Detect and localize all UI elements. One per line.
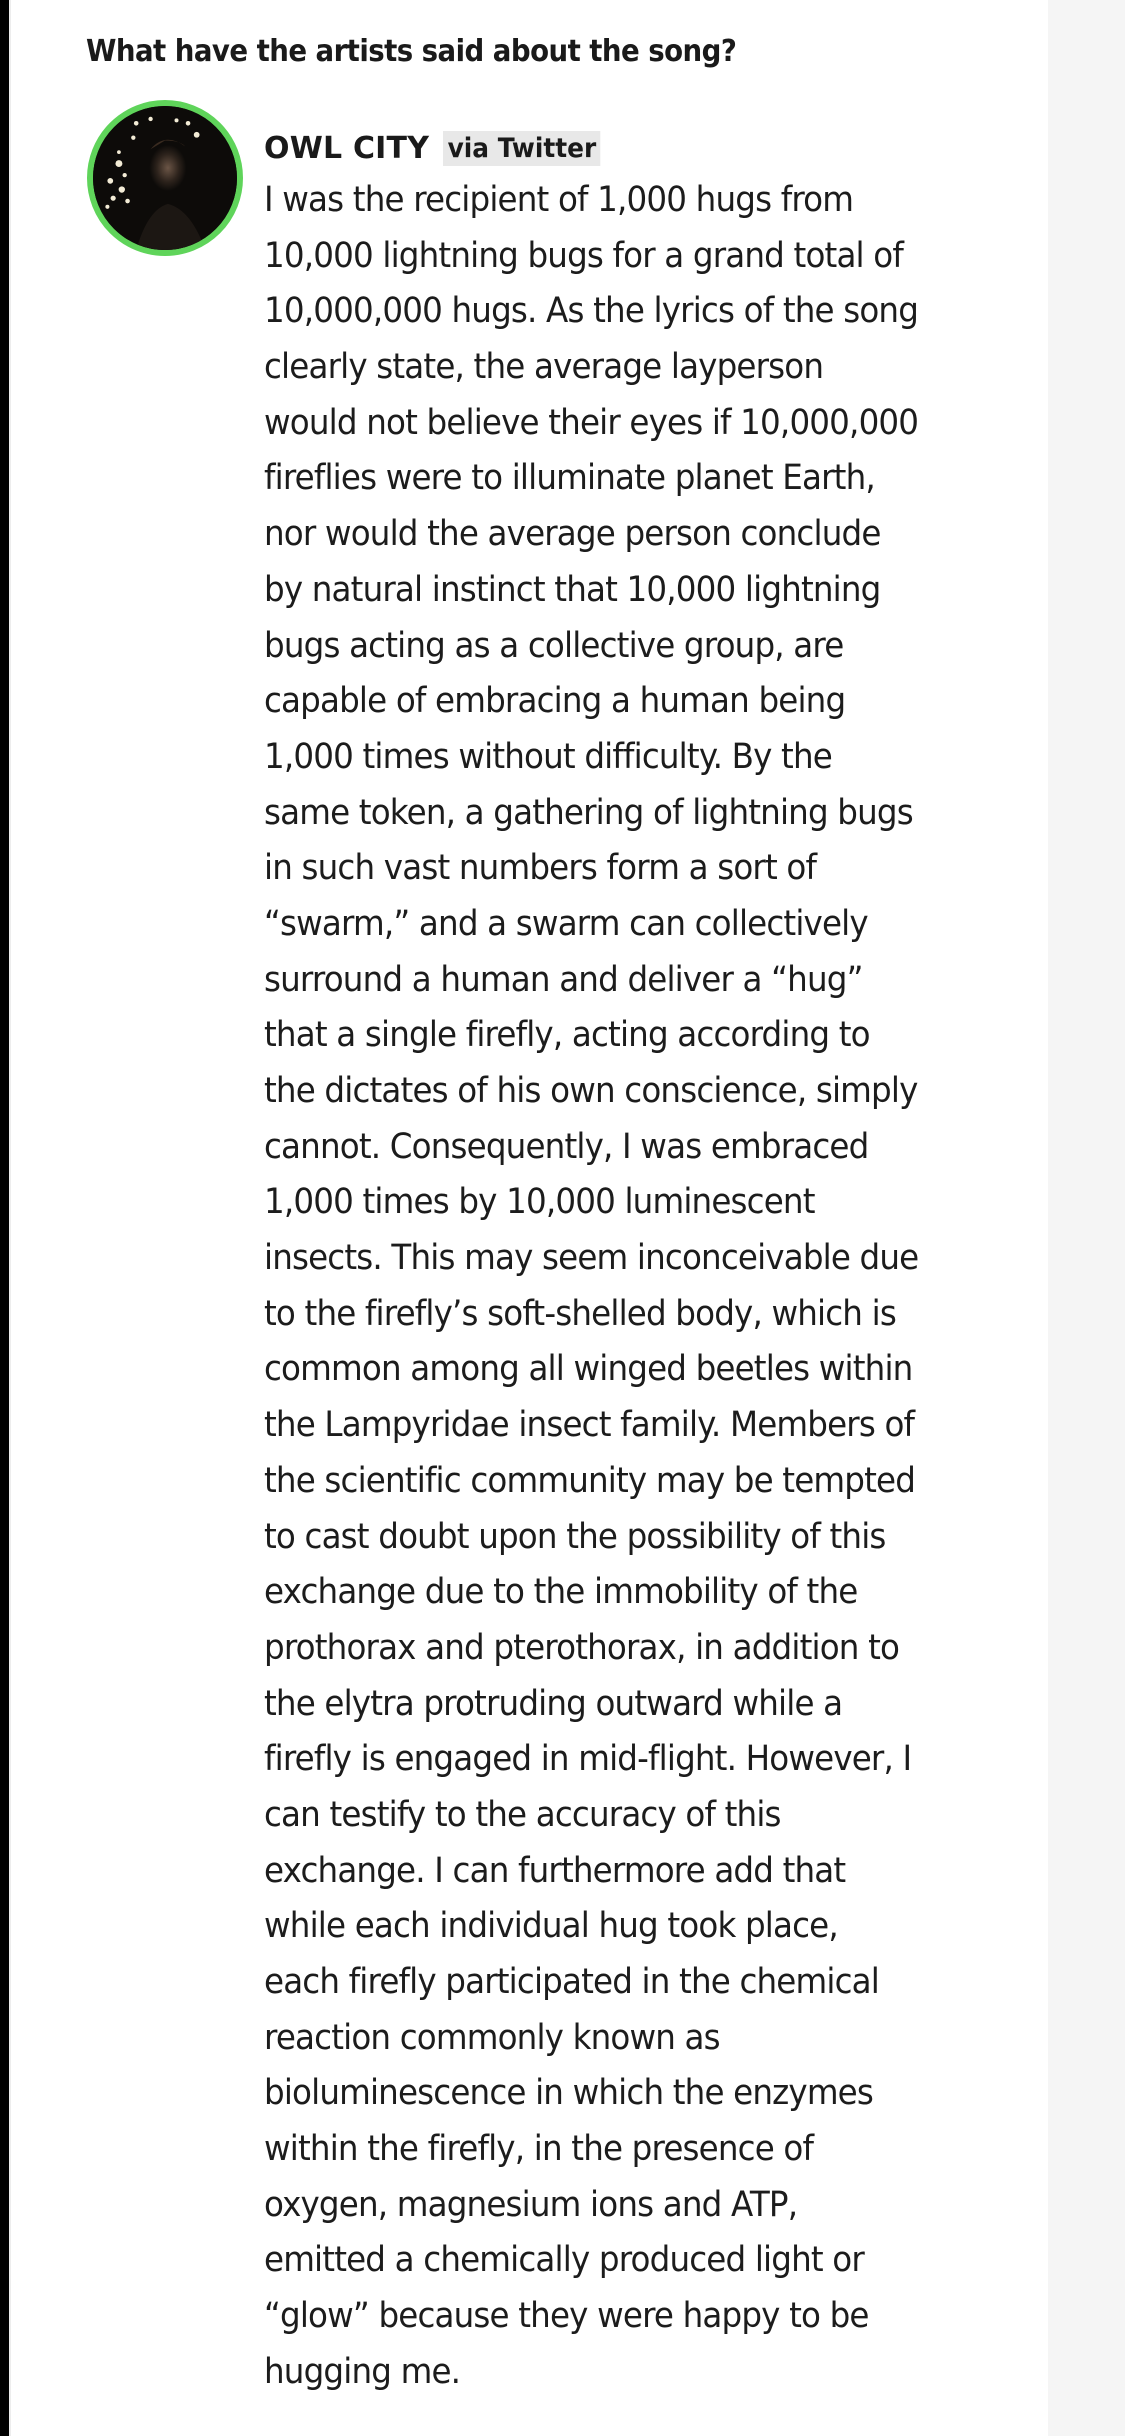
quote-line: nor would the average person conclude xyxy=(264,514,881,555)
quote-line: while each individual hug took place, xyxy=(264,1906,838,1947)
quote-line: each firefly participated in the chemical xyxy=(264,1962,879,2002)
artist-avatar[interactable] xyxy=(87,100,243,256)
quote-line: capable of embracing a human being xyxy=(264,681,846,722)
quote-line: oxygen, magnesium ions and ATP, xyxy=(264,2184,798,2225)
quote-line: clearly state, the average layperson xyxy=(264,347,824,388)
quote-line: the Lampyridae insect family. Members of xyxy=(264,1405,915,1446)
quote-line: within the firefly, in the presence of xyxy=(264,2129,814,2170)
artist-avatar-photo-icon xyxy=(93,106,237,250)
quote-line: 1,000 times by 10,000 luminescent xyxy=(264,1182,815,1223)
quote-line: that a single firefly, acting according to xyxy=(264,1015,870,1056)
quote-line: emitted a chemically produced light or xyxy=(264,2240,864,2281)
quote-line: would not believe their eyes if 10,000,000 xyxy=(264,402,919,443)
quote-line: I was the recipient of 1,000 hugs from xyxy=(264,180,854,220)
quote-line: 10,000,000 hugs. As the lyrics of the song xyxy=(264,291,919,332)
section-heading: What have the artists said about the song? xyxy=(86,34,737,69)
quote-line: bugs acting as a collective group, are xyxy=(264,625,844,666)
quote-line: the dictates of his own conscience, simply xyxy=(264,1071,918,1111)
quote-line: the elytra protruding outward while a xyxy=(264,1683,843,1724)
quote-line: common among all winged beetles within xyxy=(264,1349,913,1390)
quote-line: can testify to the accuracy of this xyxy=(264,1794,781,1835)
quote-line: surround a human and deliver a “hug” xyxy=(264,959,863,1000)
quote-line: fireflies were to illuminate planet Earth, xyxy=(264,458,875,499)
quote-line: reaction commonly known as xyxy=(264,2017,720,2058)
quote-line: cannot. Consequently, I was embraced xyxy=(264,1126,869,1167)
right-gutter xyxy=(1048,0,1125,2436)
quote-line: insects. This may seem inconceivable due xyxy=(264,1238,919,1279)
quote-line: prothorax and pterothorax, in addition to xyxy=(264,1627,900,1668)
quote-line: “glow” because they were happy to be xyxy=(264,2296,869,2337)
quote-line: the scientific community may be tempted xyxy=(264,1460,916,1501)
quote-line: by natural instinct that 10,000 lightning xyxy=(264,569,881,610)
quote-line: to the firefly’s soft-shelled body, which is xyxy=(264,1293,896,1334)
artist-quote xyxy=(264,173,1024,2401)
quote-line: exchange. I can furthermore add that xyxy=(264,1850,846,1891)
quote-line: bioluminescence in which the enzymes xyxy=(264,2073,874,2114)
quote-line: 10,000 lightning bugs for a grand total of xyxy=(264,235,903,276)
quote-line: same token, a gathering of lightning bugs xyxy=(264,792,913,833)
quote-line: hugging me. xyxy=(264,2351,461,2392)
artist-name-link[interactable]: OWL CITY xyxy=(264,130,430,166)
quote-line: in such vast numbers form a sort of xyxy=(264,848,817,889)
annotation-meta xyxy=(264,128,614,168)
quote-line: to cast doubt upon the possibility of this xyxy=(264,1516,886,1557)
quote-line: “swarm,” and a swarm can collectively xyxy=(264,903,868,944)
quote-line: firefly is engaged in mid-flight. However, I xyxy=(264,1739,912,1780)
quote-line: exchange due to the immobility of the xyxy=(264,1572,858,1613)
quote-line: 1,000 times without difficulty. By the xyxy=(264,736,832,777)
source-badge[interactable]: via Twitter xyxy=(443,131,600,166)
